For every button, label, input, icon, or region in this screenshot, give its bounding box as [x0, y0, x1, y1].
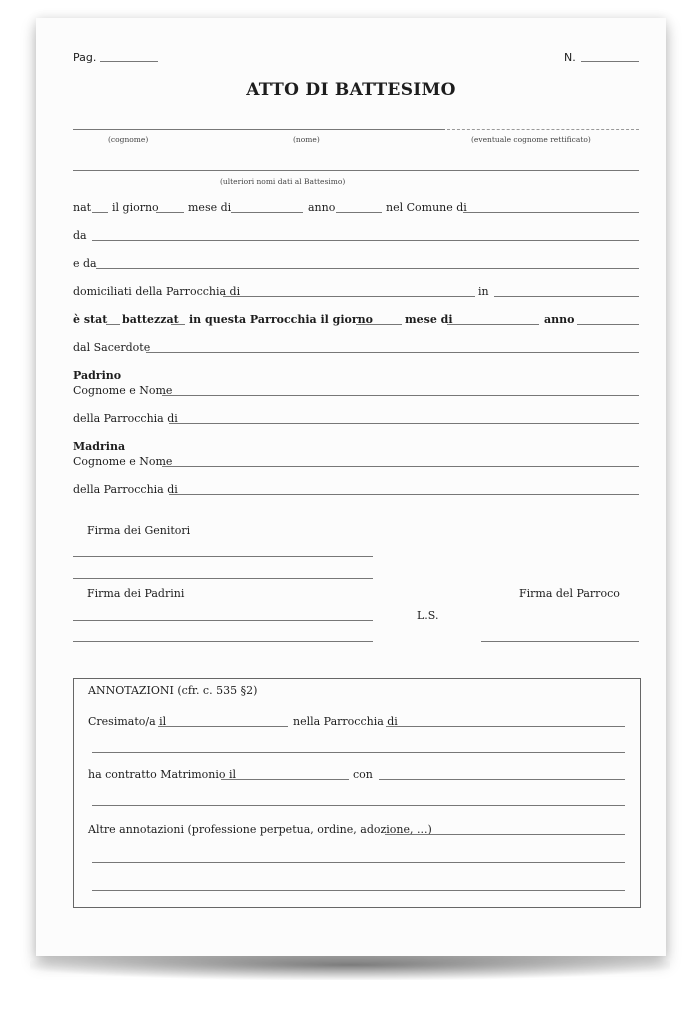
il-giorno-label: il giorno [112, 201, 159, 214]
padrino-parish-field[interactable] [169, 423, 639, 424]
other-annotations-line-1[interactable] [92, 862, 625, 863]
nat-label: nat [73, 201, 92, 214]
genitori-signature-line-2[interactable] [73, 578, 373, 579]
additional-names-field[interactable] [73, 170, 639, 171]
altre-annotazioni-label: Altre annotazioni (professione perpetua, ordine, adozione, ...) [88, 823, 432, 836]
domicile-label: domiciliati della Parrocchia di [73, 285, 241, 298]
baptism-year-field[interactable] [577, 324, 639, 325]
confirmation-parish-label: nella Parrocchia di [293, 715, 398, 728]
parroco-signature-label: Firma del Parroco [519, 587, 620, 600]
birth-month-field[interactable] [231, 212, 303, 213]
madrina-parish-label: della Parrocchia di [73, 483, 178, 496]
birth-comune-field[interactable] [463, 212, 639, 213]
parroco-signature-line[interactable] [481, 641, 639, 642]
rectified-surname-field[interactable] [447, 129, 639, 130]
number-label: N. [564, 51, 576, 64]
baptism-certificate-sheet [36, 18, 666, 956]
ulteriori-caption: (ulteriori nomi dati al Battesimo) [220, 177, 346, 186]
domicile-parish-field[interactable] [223, 296, 475, 297]
padrino-heading: Padrino [73, 369, 122, 382]
name-field[interactable] [73, 129, 445, 130]
con-label: con [353, 768, 373, 781]
mese-label: mese di [188, 201, 232, 214]
padrini-signature-line-1[interactable] [73, 620, 373, 621]
genitori-signature-label: Firma dei Genitori [87, 524, 191, 537]
locus-sigilli-label: L.S. [417, 609, 439, 622]
nat-suffix-field[interactable] [92, 212, 108, 213]
sacerdote-label: dal Sacerdote [73, 341, 151, 354]
confirmation-date-field[interactable] [158, 726, 288, 727]
baptism-day-field[interactable] [356, 324, 402, 325]
marriage-extra-line[interactable] [92, 805, 625, 806]
padrino-name-field[interactable] [162, 395, 639, 396]
confirmation-extra-line[interactable] [92, 752, 625, 753]
baptism-anno-label: anno [544, 313, 575, 326]
matrimonio-label: ha contratto Matrimonio il [88, 768, 237, 781]
page-label: Pag. [73, 51, 97, 64]
father-field[interactable] [92, 240, 639, 241]
sacerdote-field[interactable] [146, 352, 639, 353]
baptism-mese-label: mese di [405, 313, 453, 326]
madrina-heading: Madrina [73, 440, 126, 453]
birth-year-field[interactable] [336, 212, 382, 213]
e-stat-suffix-field[interactable] [106, 324, 120, 325]
cresimato-label: Cresimato/a il [88, 715, 167, 728]
annotations-heading: ANNOTAZIONI (cfr. c. 535 §2) [88, 684, 258, 697]
baptism-month-field[interactable] [447, 324, 539, 325]
padrini-signature-label: Firma dei Padrini [87, 587, 185, 600]
baptism-parish-label: in questa Parrocchia il giorno [189, 313, 374, 326]
father-label: da [73, 229, 87, 242]
spouse-field[interactable] [379, 779, 625, 780]
domicile-in-label: in [478, 285, 489, 298]
padrino-parish-label: della Parrocchia di [73, 412, 178, 425]
e-stat-label: è stat [73, 313, 108, 326]
battezzat-label: battezzat [122, 313, 179, 326]
padrino-name-label: Cognome e Nome [73, 384, 173, 397]
other-annotations-field[interactable] [385, 834, 625, 835]
padrini-signature-line-2[interactable] [73, 641, 373, 642]
marriage-date-field[interactable] [221, 779, 349, 780]
record-number-field[interactable] [581, 61, 639, 62]
mother-label: e da [73, 257, 97, 270]
annotations-box [73, 678, 641, 908]
cognome-caption: (cognome) [108, 135, 149, 144]
page-number-field[interactable] [100, 61, 158, 62]
birth-day-field[interactable] [156, 212, 184, 213]
madrina-name-field[interactable] [162, 466, 639, 467]
domicile-place-field[interactable] [494, 296, 639, 297]
madrina-name-label: Cognome e Nome [73, 455, 173, 468]
confirmation-parish-field[interactable] [386, 726, 625, 727]
battezzat-suffix-field[interactable] [171, 324, 185, 325]
other-annotations-line-2[interactable] [92, 890, 625, 891]
mother-field[interactable] [96, 268, 639, 269]
anno-label: anno [308, 201, 336, 214]
genitori-signature-line-1[interactable] [73, 556, 373, 557]
comune-label: nel Comune di [386, 201, 467, 214]
madrina-parish-field[interactable] [169, 494, 639, 495]
rettificato-caption: (eventuale cognome rettificato) [471, 135, 591, 144]
nome-caption: (nome) [293, 135, 320, 144]
document-title: ATTO DI BATTESIMO [246, 80, 456, 100]
